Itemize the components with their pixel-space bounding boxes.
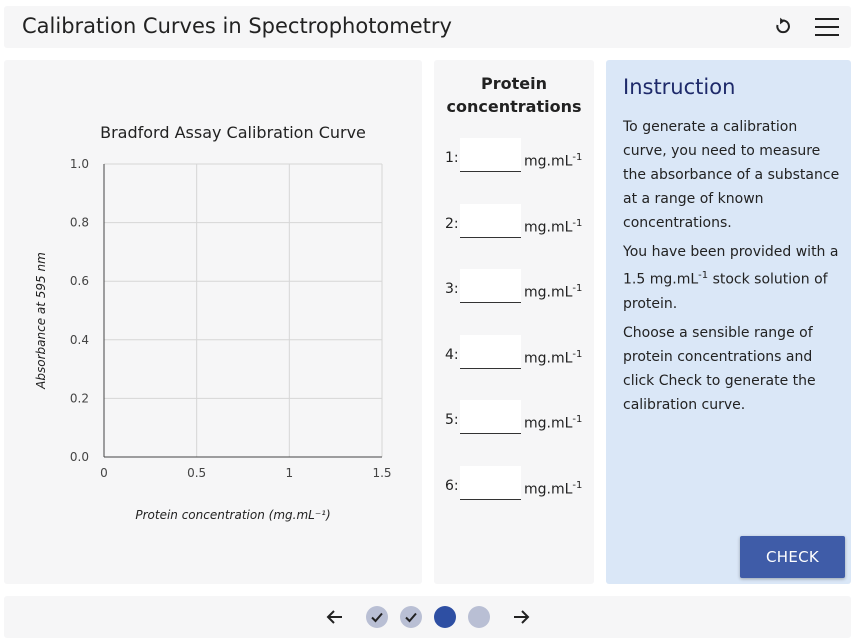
- chart-title: Bradford Assay Calibration Curve: [100, 123, 366, 142]
- instruction-p2-exponent: -1: [698, 270, 709, 281]
- concentration-input[interactable]: [460, 466, 521, 500]
- unit-exponent: -1: [572, 152, 583, 163]
- step-dot-1[interactable]: [366, 606, 388, 628]
- concentration-row: [434, 331, 594, 371]
- unit-base: mg.mL: [524, 481, 573, 498]
- concentration-input[interactable]: [460, 138, 521, 172]
- concentration-row: [434, 462, 594, 502]
- concentration-unit: [524, 480, 582, 498]
- step-dot-2[interactable]: [400, 606, 422, 628]
- concentration-index: 6:: [445, 477, 459, 494]
- reset-icon: [766, 14, 796, 40]
- instruction-paragraph-3: Choose a sensible range of protein concentrations and click Check to generate the calibration curve.: [623, 324, 816, 413]
- concentration-input[interactable]: [460, 400, 521, 434]
- unit-base: mg.mL: [524, 219, 573, 236]
- concentration-row: [434, 396, 594, 436]
- concentration-row: [434, 265, 594, 305]
- arrow-left-icon: [322, 605, 348, 629]
- unit-exponent: -1: [572, 348, 583, 360]
- instruction-p2-start: You have been provided with a 1.5 mg.mL: [623, 244, 839, 288]
- concentration-index: 1:: [445, 150, 459, 166]
- concentration-row: [434, 200, 594, 240]
- x-tick-label: 0.5: [187, 466, 207, 480]
- page-title: Calibration Curves in Spectrophotometry: [22, 14, 452, 38]
- concentration-row: [434, 134, 594, 174]
- instruction-panel: [606, 60, 851, 584]
- unit-exponent: -1: [572, 217, 583, 229]
- y-tick-label: 1.0: [69, 157, 89, 171]
- header-bar: [4, 6, 851, 48]
- checkmark-icon: [370, 610, 384, 624]
- step-dot-3[interactable]: [434, 606, 456, 628]
- concentration-index: 3:: [445, 281, 459, 297]
- concentration-index: 4:: [445, 346, 459, 363]
- concentration-unit: [524, 283, 582, 301]
- concentrations-title: Protein concentrations: [446, 74, 582, 116]
- x-tick-label: 0: [100, 466, 108, 480]
- instruction-p2-end: stock solution of protein.: [623, 271, 828, 312]
- unit-base: mg.mL: [524, 153, 573, 170]
- y-tick-label: 0.2: [69, 391, 89, 406]
- unit-exponent: -1: [572, 283, 583, 294]
- concentration-input[interactable]: [460, 204, 521, 238]
- check-button[interactable]: CHECK: [740, 536, 845, 578]
- x-tick-label: 1.5: [372, 466, 392, 480]
- x-axis-label: Protein concentration (mg.mL⁻¹): [135, 508, 331, 522]
- previous-button[interactable]: [322, 605, 348, 629]
- unit-base: mg.mL: [524, 284, 573, 301]
- instruction-title: Instruction: [623, 75, 736, 99]
- instruction-paragraph-2: [623, 240, 843, 316]
- footer-nav: [4, 596, 851, 638]
- hamburger-menu-icon: [812, 14, 842, 40]
- instruction-paragraph-1: To generate a calibration curve, you need to measure the absorbance of a substance at a range of known concentrations.: [623, 119, 840, 231]
- next-button[interactable]: [508, 605, 534, 629]
- concentration-unit: [524, 218, 582, 236]
- checkmark-icon: [404, 610, 418, 624]
- concentration-unit: [524, 152, 582, 170]
- instruction-text: [623, 115, 843, 422]
- concentration-unit: [524, 414, 582, 432]
- step-dot-4[interactable]: [468, 606, 490, 628]
- unit-base: mg.mL: [524, 350, 573, 367]
- x-tick-label: 1: [285, 466, 294, 480]
- unit-base: mg.mL: [524, 415, 573, 432]
- unit-exponent: -1: [572, 479, 583, 491]
- y-tick-label: 0.4: [69, 332, 89, 347]
- concentration-input[interactable]: [460, 269, 521, 303]
- reset-button[interactable]: [766, 14, 796, 40]
- concentration-input[interactable]: [460, 335, 521, 369]
- y-axis-label: Absorbance at 595 nm: [34, 252, 48, 389]
- y-tick-label: 0.0: [69, 450, 89, 464]
- concentration-index: 2:: [445, 215, 459, 232]
- calibration-chart: [4, 60, 422, 584]
- y-tick-label: 0.6: [69, 274, 89, 289]
- concentration-unit: [524, 349, 582, 367]
- unit-exponent: -1: [572, 414, 583, 425]
- concentration-index: 5:: [445, 412, 459, 428]
- graph-panel: [4, 60, 422, 584]
- arrow-right-icon: [508, 605, 534, 629]
- concentrations-panel: [434, 60, 594, 584]
- y-tick-label: 0.8: [69, 215, 89, 230]
- menu-button[interactable]: [812, 14, 842, 40]
